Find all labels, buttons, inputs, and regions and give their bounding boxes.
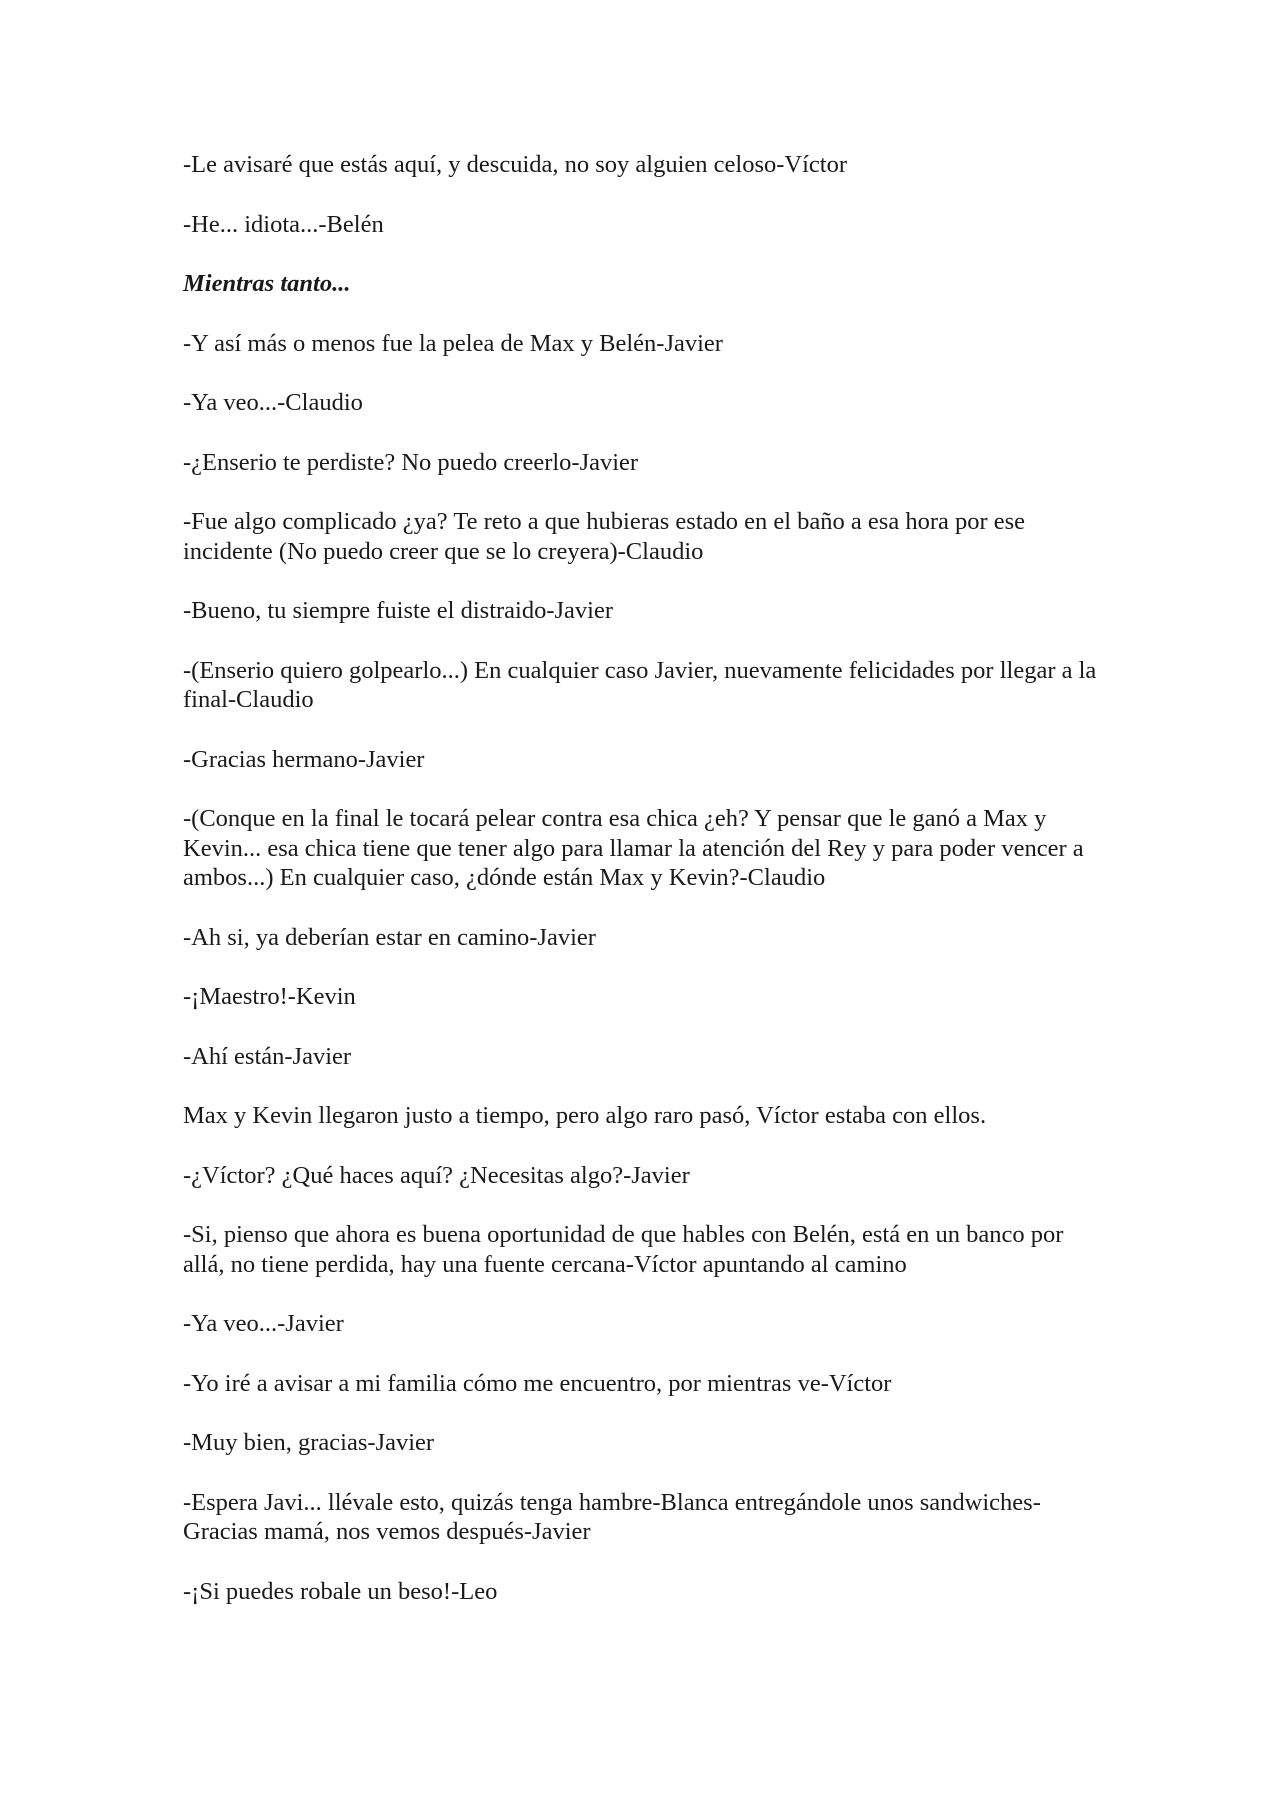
dialogue-line: -Ah si, ya deberían estar en camino-Javier bbox=[183, 923, 596, 951]
dialogue-line: -Fue algo complicado ¿ya? Te reto a que hubieras estado en el baño a esa hora por ese incidente (No puedo creer que se lo creyera)-Claudio bbox=[183, 508, 1026, 565]
dialogue-line: -Y así más o menos fue la pelea de Max y Belén-Javier bbox=[183, 329, 723, 357]
dialogue-line: -Ya veo...-Claudio bbox=[183, 389, 363, 416]
dialogue-line: -(Enserio quiero golpearlo...) En cualquier caso Javier, nuevamente felicidades por llegar a la final-Claudio bbox=[183, 656, 1097, 713]
dialogue-line: -Ya veo...-Javier bbox=[183, 1310, 344, 1337]
dialogue-line: -Yo iré a avisar a mi familia cómo me encuentro, por mientras ve-Víctor bbox=[183, 1369, 892, 1397]
dialogue-line: -(Conque en la final le tocará pelear contra esa chica ¿eh? Y pensar que le ganó a Max y Kevin... esa chica tiene que tener algo para llamar la atención del Rey y para poder vencer a ambos...) En cualquier caso, ¿dónde están Max y Kevin?-Claudio bbox=[183, 805, 1084, 891]
dialogue-line: -Ahí están-Javier bbox=[183, 1042, 352, 1070]
dialogue-line: -¡Si puedes robale un beso!-Leo bbox=[183, 1577, 498, 1605]
dialogue-line: -¡Maestro!-Kevin bbox=[183, 983, 356, 1010]
dialogue-line: -Si, pienso que ahora es buena oportunidad de que hables con Belén, está en un banco por allá, no tiene perdida, hay una fuente cercana-Víctor apuntando al camino bbox=[183, 1221, 1064, 1278]
dialogue-line: -¿Víctor? ¿Qué haces aquí? ¿Necesitas algo?-Javier bbox=[183, 1161, 690, 1189]
dialogue-line: -Gracias hermano-Javier bbox=[183, 745, 425, 773]
dialogue-line: -Muy bien, gracias-Javier bbox=[183, 1429, 435, 1456]
dialogue-line: -Espera Javi... llévale esto, quizás tenga hambre-Blanca entregándole unos sandwiches-Gracias mamá, nos vemos después-Javier bbox=[183, 1488, 1041, 1545]
dialogue-line: -He... idiota...-Belén bbox=[183, 210, 384, 238]
document-body bbox=[183, 150, 1103, 1636]
dialogue-line: -Bueno, tu siempre fuiste el distraido-Javier bbox=[183, 597, 613, 624]
dialogue-line: -Le avisaré que estás aquí, y descuida, no soy alguien celoso-Víctor bbox=[183, 151, 848, 178]
scene-transition-heading: Mientras tanto... bbox=[183, 270, 351, 297]
dialogue-line: -¿Enserio te perdiste? No puedo creerlo-Javier bbox=[183, 448, 639, 476]
narration-line: Max y Kevin llegaron justo a tiempo, pero algo raro pasó, Víctor estaba con ellos. bbox=[183, 1102, 987, 1129]
